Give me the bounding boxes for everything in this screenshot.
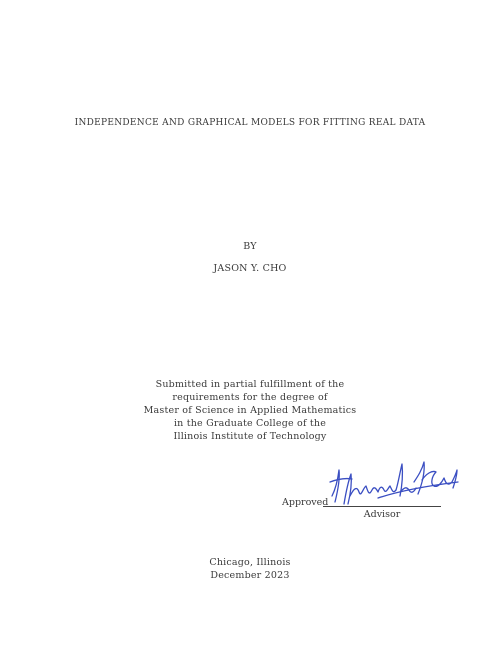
by-label: BY — [243, 241, 257, 252]
thesis-title: INDEPENDENCE AND GRAPHICAL MODELS FOR FITTING REAL DATA — [74, 118, 426, 128]
submission-line: requirements for the degree of — [172, 392, 328, 403]
submission-line: Submitted in partial fulfillment of the — [155, 379, 345, 390]
approved-label: Approved — [282, 497, 329, 508]
submission-date: December 2023 — [210, 570, 290, 581]
location: Chicago, Illinois — [209, 557, 291, 568]
signature-line — [323, 506, 441, 507]
submission-line: in the Graduate College of the — [173, 418, 327, 429]
submission-line: Illinois Institute of Technology — [173, 431, 327, 442]
advisor-label: Advisor — [363, 509, 401, 520]
submission-line: Master of Science in Applied Mathematics — [143, 405, 357, 416]
author-name: JASON Y. CHO — [213, 263, 287, 274]
advisor-signature — [326, 452, 462, 512]
